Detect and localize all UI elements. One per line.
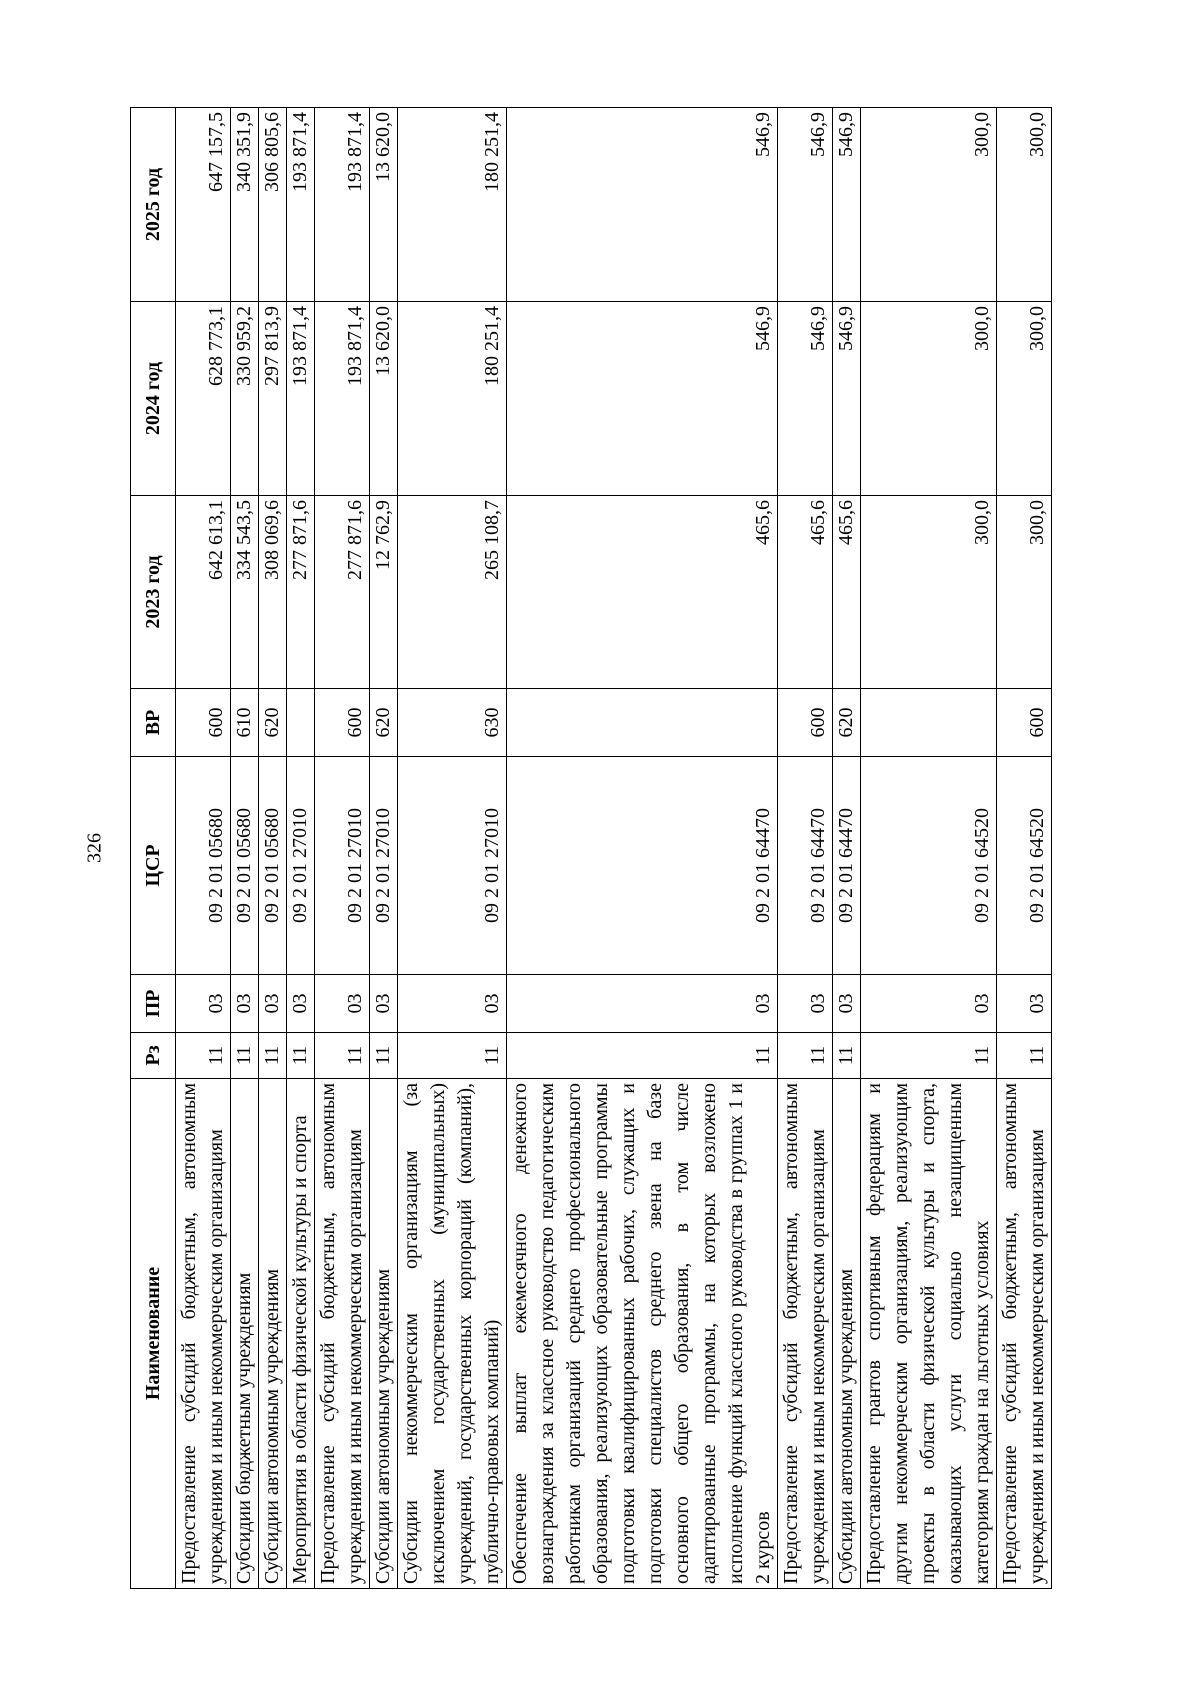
row-vr: 620 — [370, 689, 398, 757]
row-csr: 09 2 01 64470 — [507, 757, 778, 975]
row-name: Субсидии некоммерческим организациям (за исключением государственных (муниципальных) учреждений, государственных корпораций (компаний), публично-правовых компаний) — [398, 1079, 507, 1589]
budget-table-container — [130, 108, 1048, 1589]
row-2025: 193 871,4 — [287, 108, 315, 302]
row-pr: 03 — [370, 975, 398, 1033]
row-2023: 277 871,6 — [287, 496, 315, 689]
row-pr: 03 — [259, 975, 287, 1033]
table-body — [176, 108, 1052, 1589]
row-name: Предоставление грантов спортивным федерациям и другим некоммерческим организациям, реализующим проекты в области физической культуры и спорта, оказывающих услуги социально незащищенным категориям граждан на льготных условиях — [861, 1079, 997, 1589]
row-vr: 620 — [259, 689, 287, 757]
row-2024: 13 620,0 — [370, 302, 398, 496]
row-rz: 11 — [861, 1033, 997, 1079]
row-rz: 11 — [778, 1033, 833, 1079]
row-2023: 465,6 — [507, 496, 778, 689]
header-2025: 2025 год — [131, 108, 176, 302]
table-row — [997, 108, 1052, 1589]
row-rz: 11 — [833, 1033, 861, 1079]
row-vr — [861, 689, 997, 757]
table-row — [315, 108, 370, 1589]
row-csr: 09 2 01 64520 — [997, 757, 1052, 975]
row-name: Субсидии бюджетным учреждениям — [231, 1079, 259, 1589]
row-2024: 300,0 — [861, 302, 997, 496]
row-rz: 11 — [997, 1033, 1052, 1079]
row-pr: 03 — [997, 975, 1052, 1033]
header-csr: ЦСР — [131, 757, 176, 975]
row-csr: 09 2 01 27010 — [398, 757, 507, 975]
table-row — [231, 108, 259, 1589]
header-pr: ПР — [131, 975, 176, 1033]
table-row — [507, 108, 778, 1589]
row-csr: 09 2 01 05680 — [176, 757, 231, 975]
row-name: Предоставление субсидий бюджетным, автономным учреждениям и иным некоммерческим организациям — [176, 1079, 231, 1589]
row-csr: 09 2 01 64520 — [861, 757, 997, 975]
row-pr: 03 — [861, 975, 997, 1033]
row-2024: 628 773,1 — [176, 302, 231, 496]
row-2023: 12 762,9 — [370, 496, 398, 689]
row-2023: 465,6 — [833, 496, 861, 689]
row-name: Субсидии автономным учреждениям — [370, 1079, 398, 1589]
row-2025: 340 351,9 — [231, 108, 259, 302]
row-name: Субсидии автономным учреждениям — [259, 1079, 287, 1589]
row-2023: 465,6 — [778, 496, 833, 689]
table-row — [398, 108, 507, 1589]
row-2023: 277 871,6 — [315, 496, 370, 689]
row-2023: 334 543,5 — [231, 496, 259, 689]
row-rz: 11 — [398, 1033, 507, 1079]
row-2024: 193 871,4 — [315, 302, 370, 496]
row-vr: 610 — [231, 689, 259, 757]
row-pr: 03 — [287, 975, 315, 1033]
header-2024: 2024 год — [131, 302, 176, 496]
header-name: Наименование — [131, 1079, 176, 1589]
row-vr — [287, 689, 315, 757]
row-vr: 620 — [833, 689, 861, 757]
row-2024: 180 251,4 — [398, 302, 507, 496]
row-vr: 630 — [398, 689, 507, 757]
row-vr: 600 — [176, 689, 231, 757]
row-2025: 647 157,5 — [176, 108, 231, 302]
row-2025: 300,0 — [997, 108, 1052, 302]
header-row — [131, 108, 176, 1589]
row-rz: 11 — [507, 1033, 778, 1079]
table-row — [259, 108, 287, 1589]
table-row — [833, 108, 861, 1589]
row-pr: 03 — [315, 975, 370, 1033]
row-csr: 09 2 01 64470 — [833, 757, 861, 975]
table-header — [131, 108, 176, 1589]
row-vr — [507, 689, 778, 757]
row-name: Субсидии автономным учреждениям — [833, 1079, 861, 1589]
row-2024: 297 813,9 — [259, 302, 287, 496]
row-2024: 193 871,4 — [287, 302, 315, 496]
header-2023: 2023 год — [131, 496, 176, 689]
row-2025: 193 871,4 — [315, 108, 370, 302]
row-vr: 600 — [315, 689, 370, 757]
row-2025: 180 251,4 — [398, 108, 507, 302]
row-rz: 11 — [370, 1033, 398, 1079]
row-pr: 03 — [176, 975, 231, 1033]
row-name: Обеспечение выплат ежемесячного денежного вознаграждения за классное руководство педагогическим работникам организаций среднего профессионального образования, реализующих образовательные программы подготовки квалифицированных рабочих, служащих и подготовки специалистов среднего звена на базе основного общего образования, в том числе адаптированные программы, на которых возложено исполнение функций классного руководства в группах 1 и 2 курсов — [507, 1079, 778, 1589]
budget-table — [130, 107, 1052, 1589]
row-pr: 03 — [231, 975, 259, 1033]
table-row — [370, 108, 398, 1589]
row-name: Мероприятия в области физической культуры и спорта — [287, 1079, 315, 1589]
row-pr: 03 — [398, 975, 507, 1033]
row-2023: 642 613,1 — [176, 496, 231, 689]
row-csr: 09 2 01 05680 — [259, 757, 287, 975]
table-row — [287, 108, 315, 1589]
row-rz: 11 — [231, 1033, 259, 1079]
row-2023: 308 069,6 — [259, 496, 287, 689]
row-name: Предоставление субсидий бюджетным, автономным учреждениям и иным некоммерческим организациям — [997, 1079, 1052, 1589]
row-rz: 11 — [176, 1033, 231, 1079]
header-vr: ВР — [131, 689, 176, 757]
row-csr: 09 2 01 27010 — [315, 757, 370, 975]
row-vr: 600 — [778, 689, 833, 757]
row-pr: 03 — [833, 975, 861, 1033]
table-row — [778, 108, 833, 1589]
row-csr: 09 2 01 05680 — [231, 757, 259, 975]
row-2023: 265 108,7 — [398, 496, 507, 689]
row-2024: 546,9 — [833, 302, 861, 496]
page-number: 326 — [83, 833, 106, 863]
header-rz: Рз — [131, 1033, 176, 1079]
row-pr: 03 — [507, 975, 778, 1033]
row-rz: 11 — [287, 1033, 315, 1079]
row-2025: 300,0 — [861, 108, 997, 302]
row-2023: 300,0 — [997, 496, 1052, 689]
row-2023: 300,0 — [861, 496, 997, 689]
row-csr: 09 2 01 27010 — [370, 757, 398, 975]
row-rz: 11 — [259, 1033, 287, 1079]
row-2024: 330 959,2 — [231, 302, 259, 496]
row-pr: 03 — [778, 975, 833, 1033]
row-csr: 09 2 01 64470 — [778, 757, 833, 975]
row-2025: 546,9 — [778, 108, 833, 302]
row-2025: 13 620,0 — [370, 108, 398, 302]
row-2024: 300,0 — [997, 302, 1052, 496]
row-2024: 546,9 — [507, 302, 778, 496]
rotated-table-frame — [130, 108, 1048, 1589]
row-name: Предоставление субсидий бюджетным, автономным учреждениям и иным некоммерческим организациям — [315, 1079, 370, 1589]
table-row — [176, 108, 231, 1589]
row-vr: 600 — [997, 689, 1052, 757]
row-name: Предоставление субсидий бюджетным, автономным учреждениям и иным некоммерческим организациям — [778, 1079, 833, 1589]
row-csr: 09 2 01 27010 — [287, 757, 315, 975]
row-2025: 546,9 — [507, 108, 778, 302]
row-2025: 546,9 — [833, 108, 861, 302]
table-row — [861, 108, 997, 1589]
row-2025: 306 805,6 — [259, 108, 287, 302]
row-2024: 546,9 — [778, 302, 833, 496]
row-rz: 11 — [315, 1033, 370, 1079]
